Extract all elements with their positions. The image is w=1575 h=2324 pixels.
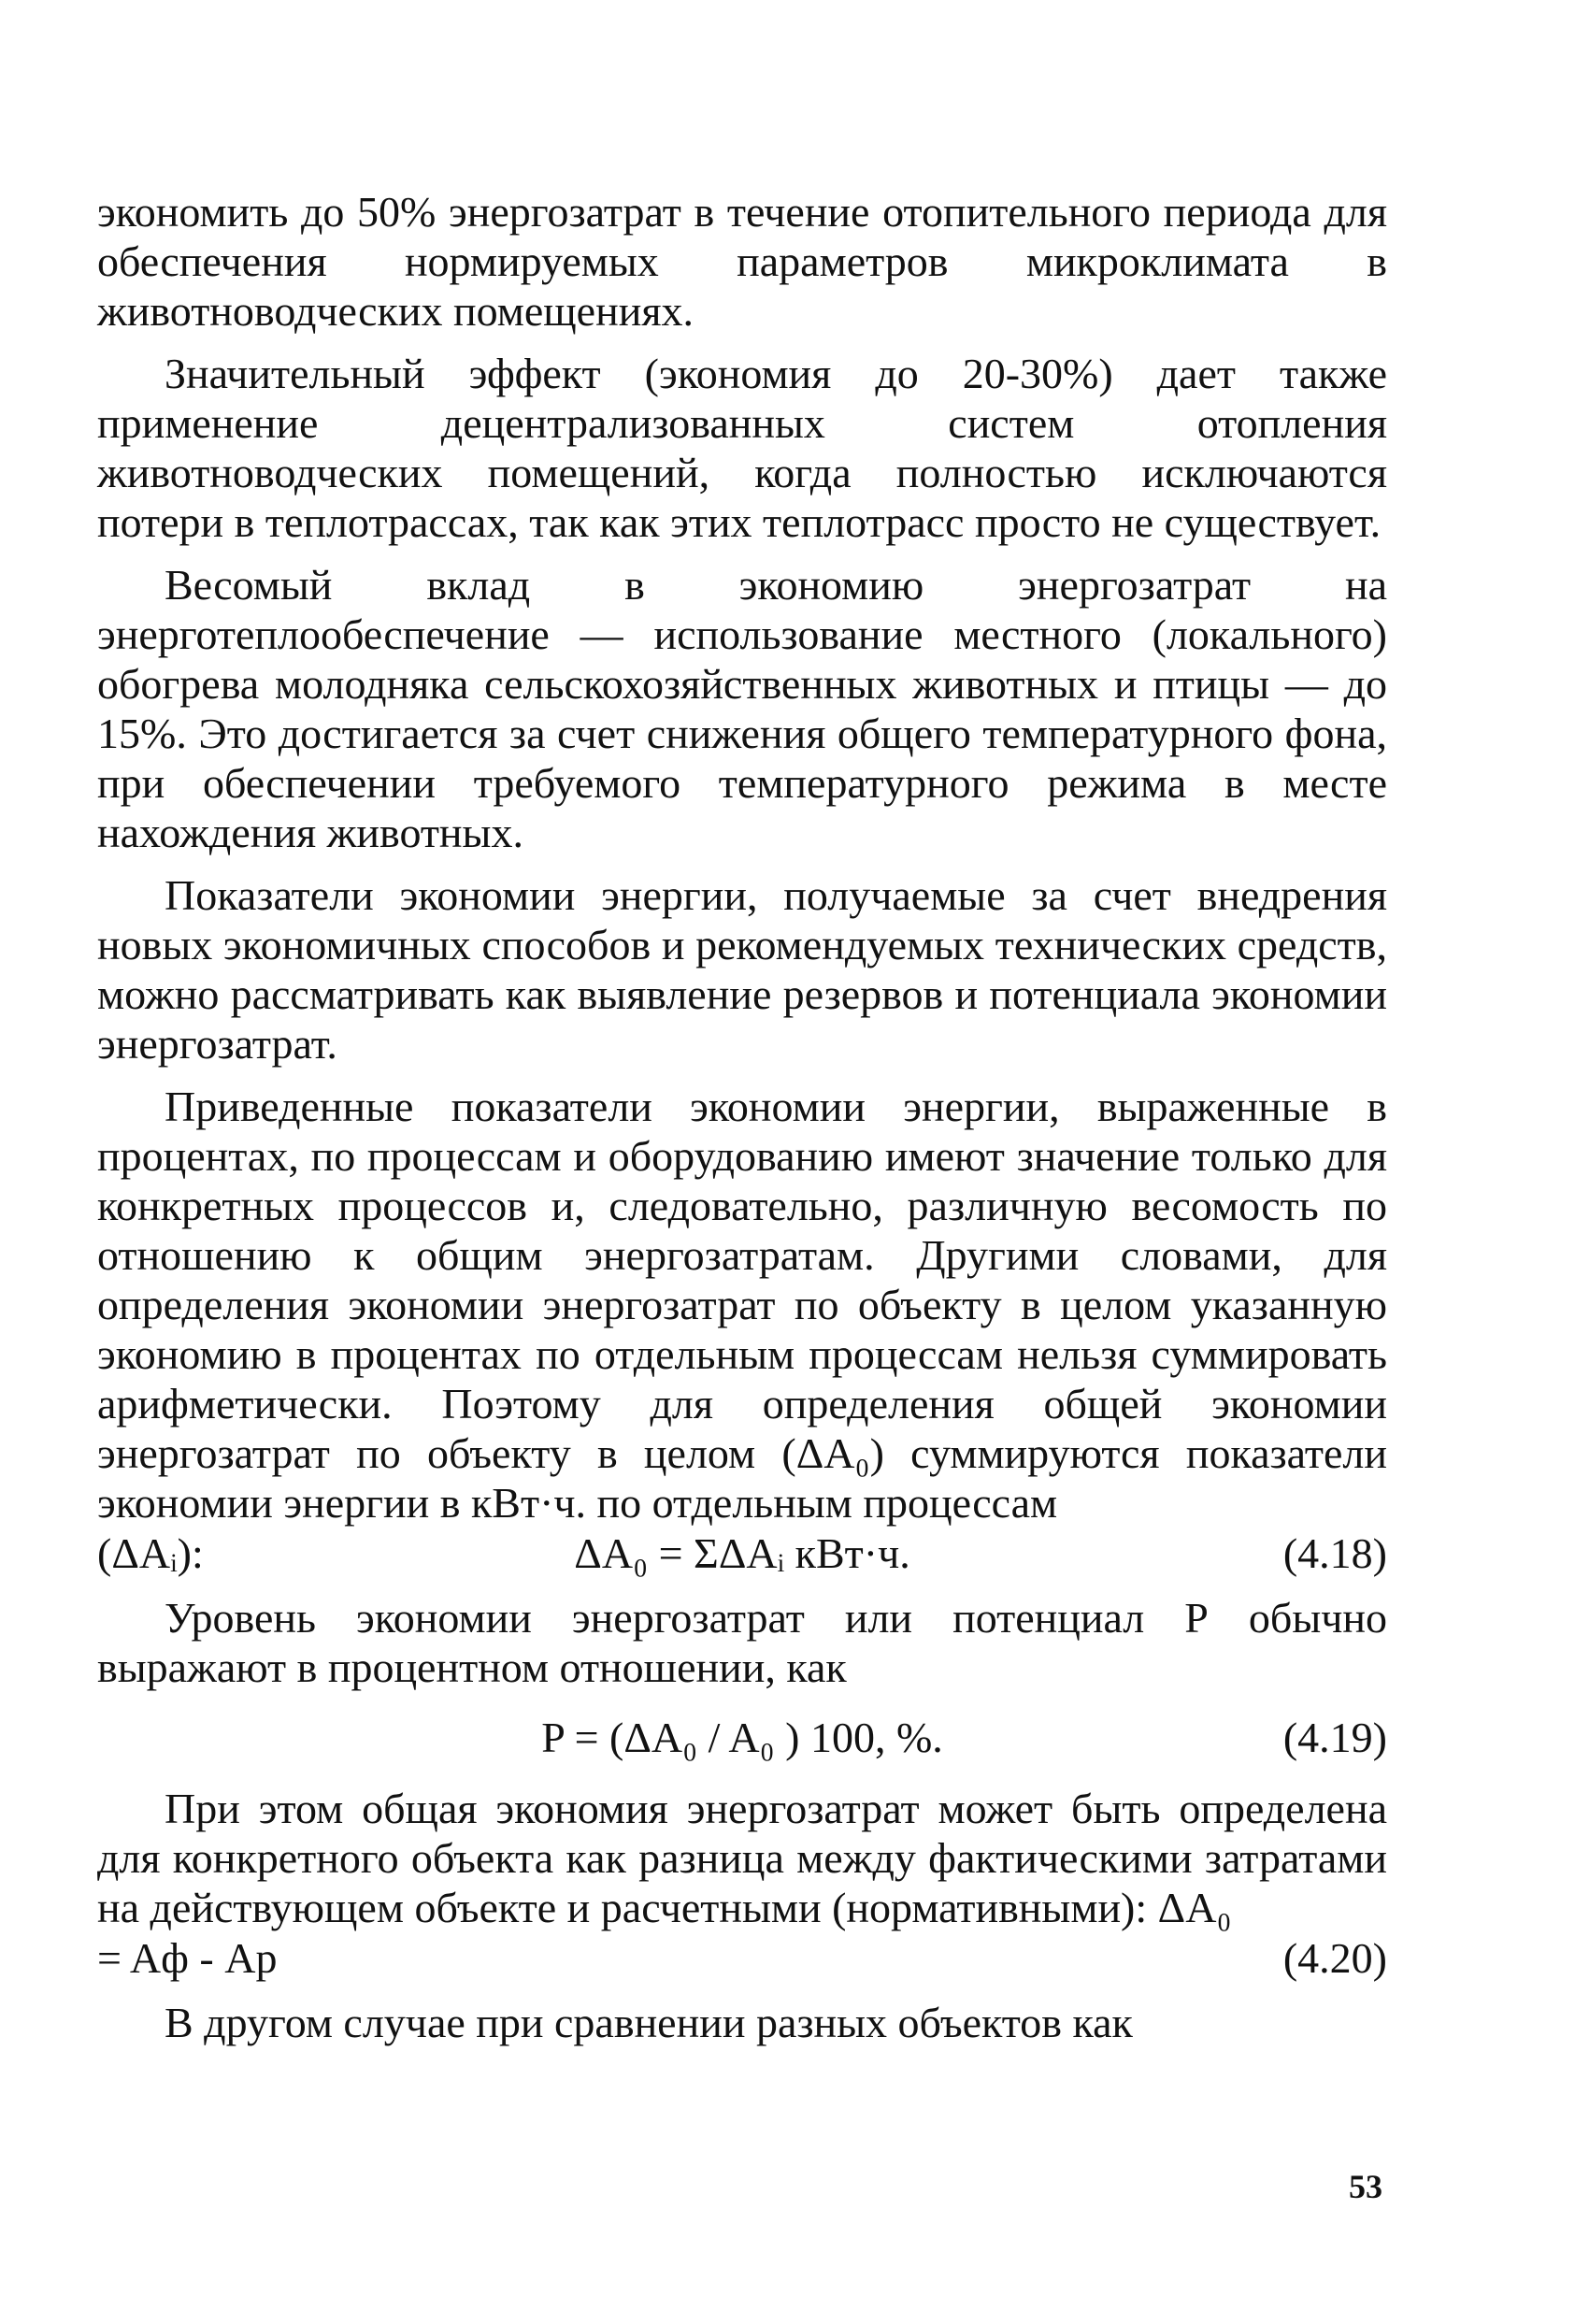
equation-4-18-lead: (ΔAᵢ): xyxy=(97,1529,204,1577)
page-number: 53 xyxy=(1349,2168,1382,2205)
paragraph-6: Уровень экономии энергозатрат или потенциал Р обычно выражают в процентном отношении, как xyxy=(97,1594,1387,1691)
paragraph-7: При этом общая экономия энергозатрат может быть определена для конкретного объекта как разница между фактическими затратами на действующем объекте и расчетными (нормативными): ΔA₀ xyxy=(97,1785,1387,1931)
equation-4-18-formula: ΔA₀ = ΣΔAᵢ кВт·ч. xyxy=(574,1529,910,1577)
equation-4-18-number: (4.18) xyxy=(1282,1529,1387,1577)
paragraph-2: Значительный эффект (экономия до 20-30%) дает также применение децентрализованных систем отопления животноводческих помещений, когда полностью исключаются потери в теплотрассах, так как этих теплотрасс просто не существует. xyxy=(97,350,1387,546)
paragraph-4: Показатели экономии энергии, получаемые за счет внедрения новых экономичных способов и рекомендуемых технических средств, можно рассматривать как выявление резервов и потенциала экономии энергозатрат. xyxy=(97,871,1387,1068)
page-body xyxy=(97,187,1387,2047)
equation-4-20-formula: = Aф - Aр xyxy=(97,1934,278,1982)
equation-4-20 xyxy=(97,1932,1387,1985)
equation-4-19-formula: P = (ΔA₀ / A₀ ) 100, %. xyxy=(541,1714,943,1761)
paragraph-8: В другом случае при сравнении разных объектов как xyxy=(165,1999,1133,2046)
paragraph-3: Весомый вклад в экономию энергозатрат на энерготеплообеспечение — использование местного (локального) обогрева молодняка сельскохозяйственных животных и птицы — до 15%. Это достигается за счет снижения общего температурного фона, при обеспечении требуемого температурного режима в месте нахождения животных. xyxy=(97,561,1387,856)
equation-4-19-number: (4.19) xyxy=(1282,1714,1387,1761)
equation-4-18 xyxy=(97,1528,1387,1580)
equation-4-20-number: (4.20) xyxy=(1282,1934,1387,1982)
paragraph-1: экономить до 50% энергозатрат в течение отопительного периода для обеспечения нормируемых параметров микроклимата в животноводческих помещениях. xyxy=(97,188,1387,335)
paragraph-5: Приведенные показатели экономии энергии, выраженные в процентах, по процессам и оборудованию имеют значение только для конкретных процессов и, следовательно, различную весомость по отношению к общим энергозатратам. Другими словами, для определения экономии энергозатрат по объекту в целом указанную экономию в процентах по отдельным процессам нельзя суммировать арифметически. Поэтому для определения общей экономии энергозатрат по объекту в целом (ΔA₀) суммируются показатели экономии энергии в кВт·ч. по отдельным процессам xyxy=(97,1083,1387,1527)
equation-4-19 xyxy=(97,1705,1387,1771)
